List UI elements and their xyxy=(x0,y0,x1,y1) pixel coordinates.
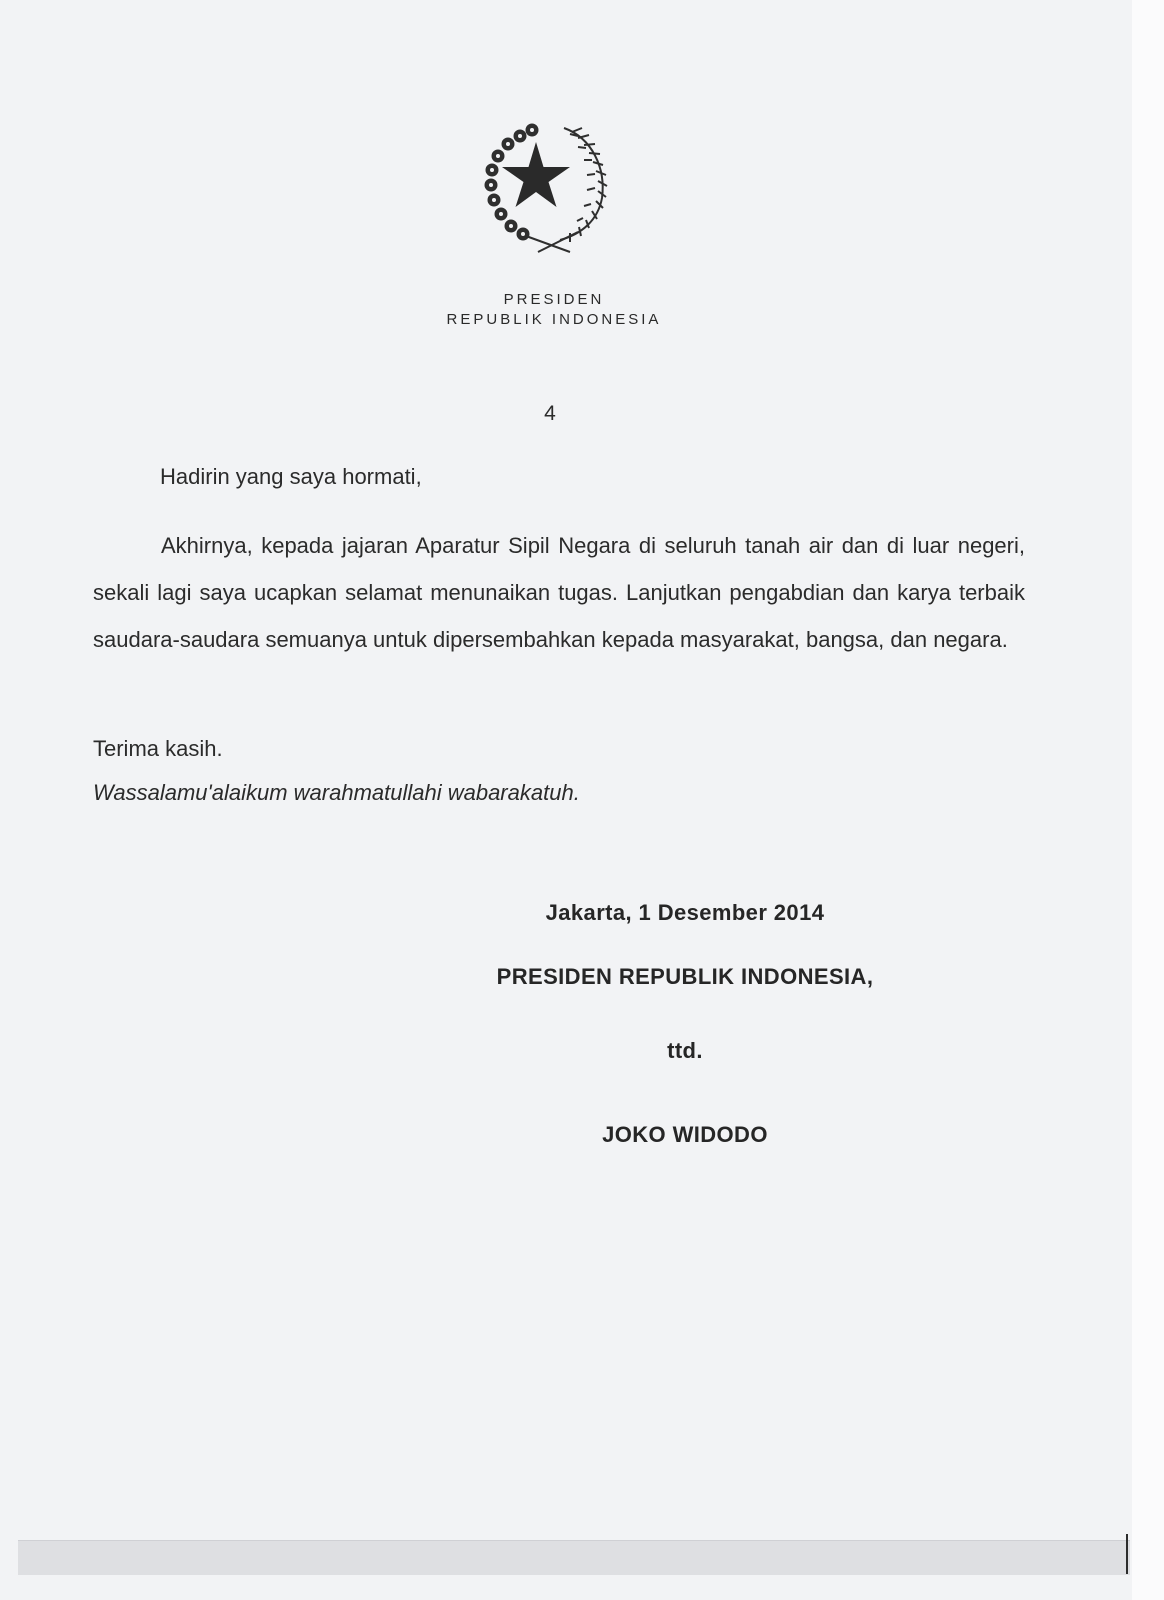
scan-bottom-band xyxy=(18,1540,1130,1575)
letterhead xyxy=(382,290,726,330)
signature-signed: ttd. xyxy=(667,1038,703,1063)
body-paragraph: Akhirnya, kepada jajaran Aparatur Sipil Negara di seluruh tanah air dan di luar negeri, sekali lagi saya ucapkan selamat menunaikan tugas. Lanjutkan pengabdian dan karya terbaik saudara-saudara semuanya untuk dipersembahkan kepada masyarakat, bangsa, dan negara. xyxy=(93,533,1025,652)
signature-place-date: Jakarta, 1 Desember 2014 xyxy=(545,900,825,925)
signature-name: JOKO WIDODO xyxy=(602,1122,768,1147)
presidential-emblem-icon xyxy=(474,120,624,260)
page-number: 4 xyxy=(544,402,556,425)
scan-edge-mark xyxy=(1126,1534,1128,1574)
letterhead-title: PRESIDEN xyxy=(503,291,605,308)
thanks-line: Terima kasih. xyxy=(93,736,223,761)
letterhead-subtitle: REPUBLIK INDONESIA xyxy=(446,311,662,328)
greeting: Hadirin yang saya hormati, xyxy=(160,464,422,489)
signature-office: PRESIDEN REPUBLIK INDONESIA, xyxy=(496,964,874,989)
star-icon xyxy=(502,142,570,207)
page-edge xyxy=(1132,0,1164,1600)
closing-salutation: Wassalamu'alaikum warahmatullahi wabarakatuh. xyxy=(93,780,580,805)
